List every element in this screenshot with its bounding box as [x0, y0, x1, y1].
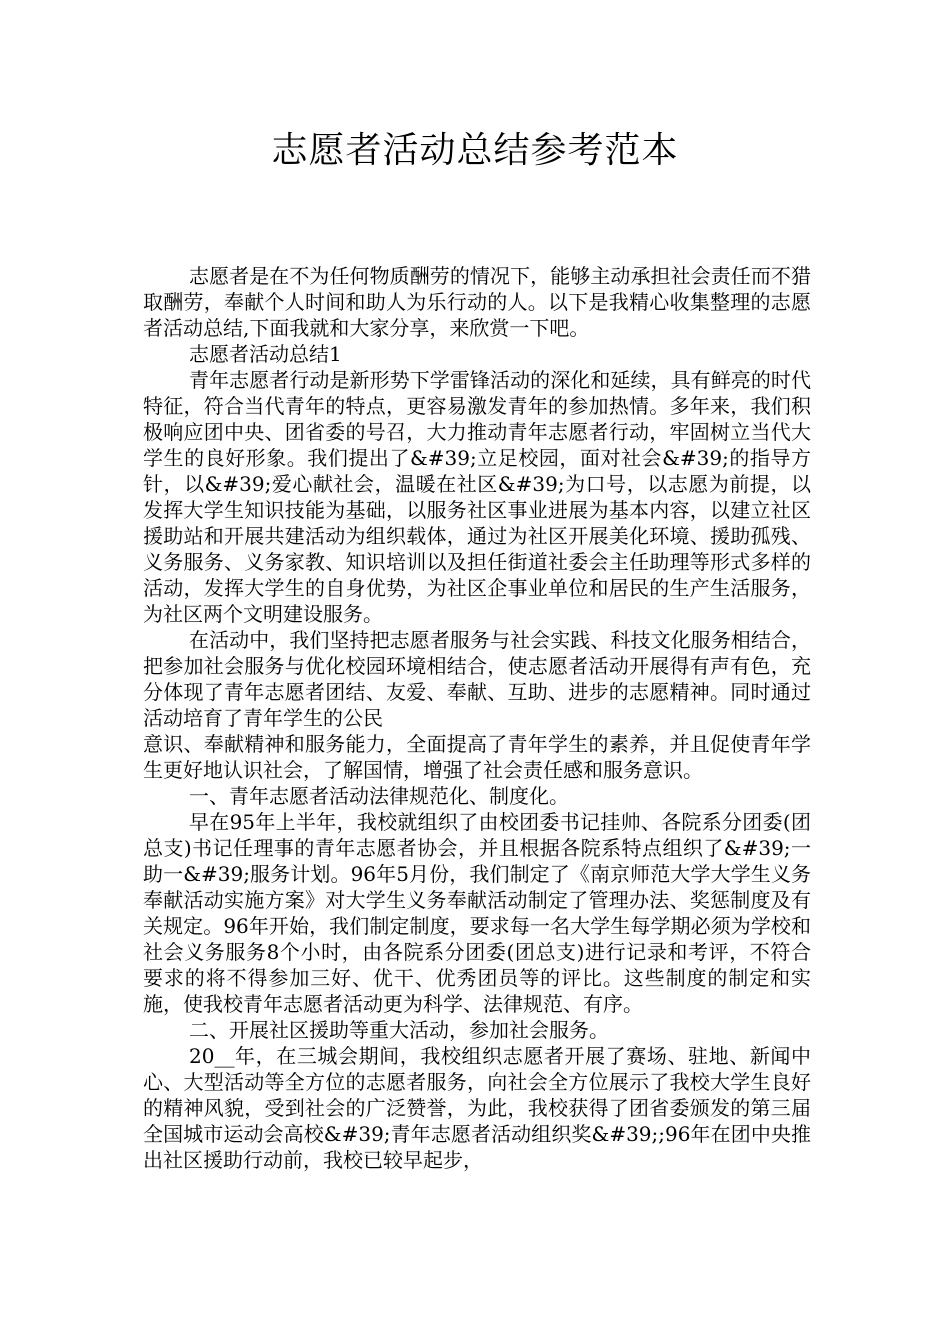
- body-paragraph: 青年志愿者行动是新形势下学雷锋活动的深化和延续，具有鲜亮的时代特征，符合当代青年的特点，更容易激发青年的参加热情。多年来，我们积极响应团中央、团省委的号召，大力推动青年志愿者行动，牢固树立当代大学生的良好形象。我们提出了&#39;立足校园，面对社会&#39;的指导方针，以&#39;爱心献社会，温暖在社区&#39;为口号，以志愿为前提，以发挥大学生知识技能为基础，以服务社区事业进展为基本内容，以建立社区援助站和开展共建活动为组织载体，通过为社区开展美化环境、援助孤残、义务服务、义务家教、知识培训以及担任街道社委会主任助理等形式多样的活动，发挥大学生的自身优势，为社区企事业单位和居民的生产生活服务，为社区两个文明建设服务。: [143, 368, 811, 626]
- document-body: [143, 263, 811, 1173]
- body-paragraph: 早在95年上半年，我校就组织了由校团委书记挂帅、各院系分团委(团总支)书记任理事的青年志愿者协会，并且根据各院系特点组织了&#39;一助一&#39;服务计划。96年5月份，我们制定了《南京师范大学大学生义务奉献活动实施方案》对大学生义务奉献活动制定了管理办法、奖惩制度及有关规定。96年开始，我们制定制度，要求每一名大学生每学期必须为学校和社会义务服务8个小时，由各院系分团委(团总支)进行记录和考评，不符合要求的将不得参加三好、优干、优秀团员等的评比。这些制度的制定和实施，使我校青年志愿者活动更为科学、法律规范、有序。: [143, 810, 811, 1016]
- section-heading-2: 二、开展社区援助等重大活动，参加社会服务。: [189, 1018, 609, 1042]
- section-heading-1: 一、青年志愿者活动法律规范化、制度化。: [189, 784, 569, 808]
- document-title: 志愿者活动总结参考范本: [271, 130, 679, 171]
- intro-paragraph: 志愿者是在不为任何物质酬劳的情况下，能够主动承担社会责任而不猎取酬劳，奉献个人时间和助人为乐行动的人。以下是我精心收集整理的志愿者活动总结,下面我就和大家分享，来欣赏一下吧。: [143, 264, 811, 340]
- body-paragraph-continuation: 意识、奉献精神和服务能力，全面提高了青年学生的素养，并且促使青年学生更好地认识社会，了解国情，增强了社会责任感和服务意识。: [143, 732, 811, 782]
- body-paragraph: 20__年，在三城会期间，我校组织志愿者开展了赛场、驻地、新闻中心、大型活动等全方位的志愿者服务，向社会全方位展示了我校大学生良好的精神风貌，受到社会的广泛赞誉，为此，我校获得了团省委颁发的第三届全国城市运动会高校&#39;青年志愿者活动组织奖&#39;;96年在团中央推出社区援助行动前，我校已较早起步，: [143, 1044, 811, 1172]
- section-heading-summary-1: 志愿者活动总结1: [189, 342, 342, 366]
- body-paragraph: 在活动中，我们坚持把志愿者服务与社会实践、科技文化服务相结合，把参加社会服务与优化校园环境相结合，使志愿者活动开展得有声有色，充分体现了青年志愿者团结、友爱、奉献、互助、进步的志愿精神。同时通过活动培育了青年学生的公民: [143, 628, 811, 730]
